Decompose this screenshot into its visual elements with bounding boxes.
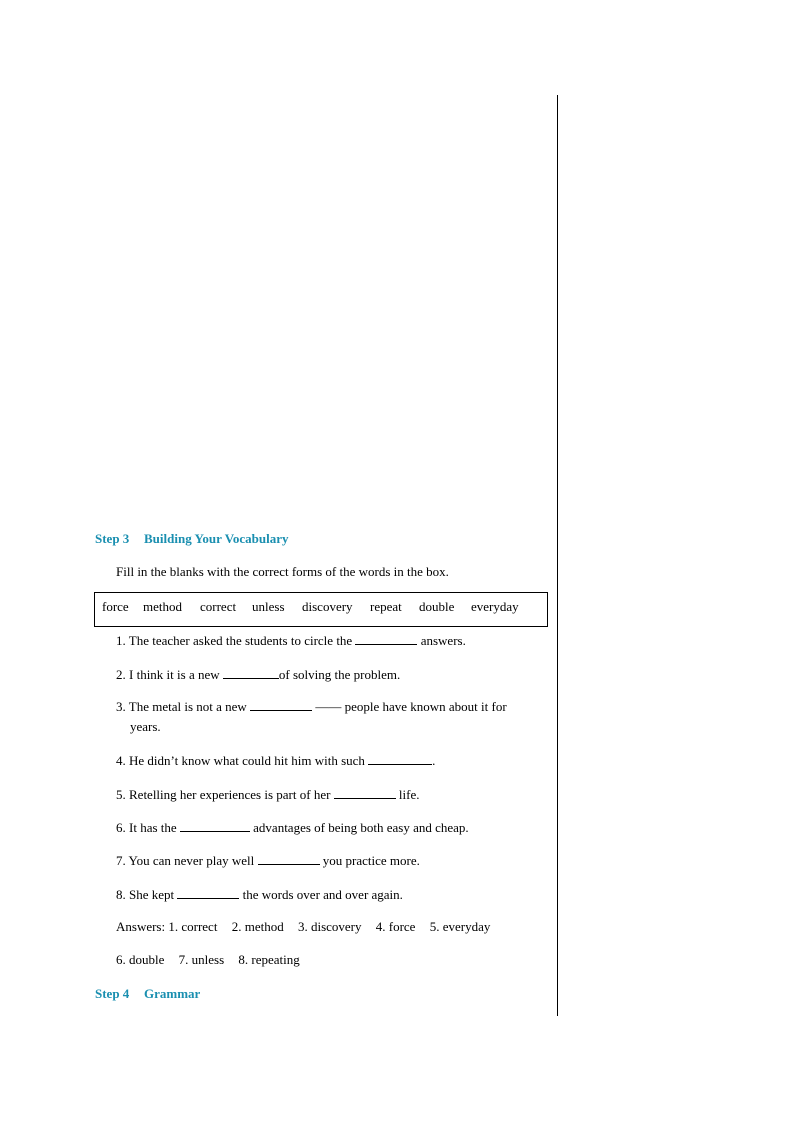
answer-blank (368, 752, 432, 765)
column-divider (557, 95, 558, 1016)
question-3: 3. The metal is not a new —— people have known about it for years. (116, 699, 507, 734)
answers-line-2 (116, 952, 300, 968)
word-box-item: everyday (471, 599, 519, 614)
step4-title: Grammar (144, 986, 201, 1001)
answer-item: 5. everyday (429, 919, 491, 934)
question-8: 8. She kept the words over and over again. (116, 887, 403, 902)
answer-item: 6. double (116, 952, 165, 967)
answers-label: Answers: (116, 919, 166, 934)
step3-heading (95, 531, 289, 547)
answer-blank (250, 698, 312, 711)
answer-item: 8. repeating (238, 952, 300, 967)
answer-blank (334, 786, 396, 799)
step4-number: Step 4 (95, 986, 130, 1001)
question-5: 5. Retelling her experiences is part of her life. (116, 787, 420, 802)
word-box-item: unless (252, 599, 285, 614)
instruction-text: Fill in the blanks with the correct forms of the words in the box. (116, 564, 449, 579)
step3-number: Step 3 (95, 531, 130, 546)
step3-title: Building Your Vocabulary (144, 531, 289, 546)
question-4: 4. He didn’t know what could hit him with such . (116, 753, 436, 768)
answer-blank (177, 886, 239, 899)
word-box-item: method (143, 599, 182, 614)
answer-item: 1. correct (168, 919, 218, 934)
answer-blank (180, 819, 250, 832)
answer-item: 2. method (231, 919, 284, 934)
word-box (94, 592, 548, 627)
answer-item: 4. force (375, 919, 416, 934)
answer-item: 7. unless (178, 952, 225, 967)
question-6: 6. It has the advantages of being both easy and cheap. (116, 820, 469, 835)
word-box-item: correct (200, 599, 237, 614)
word-box-item: repeat (370, 599, 402, 614)
answer-blank (355, 632, 417, 645)
step4-heading (95, 986, 200, 1002)
question-7: 7. You can never play well you practice more. (116, 853, 420, 868)
question-2: 2. I think it is a new of solving the problem. (116, 667, 401, 682)
word-box-item: double (419, 599, 455, 614)
word-box-item: force (102, 599, 129, 614)
answers-line-1 (116, 919, 490, 935)
question-1: 1. The teacher asked the students to circle the answers. (116, 633, 466, 648)
word-box-item: discovery (302, 599, 353, 614)
answer-item: 3. discovery (297, 919, 362, 934)
answer-blank (223, 666, 279, 679)
answer-blank (258, 852, 320, 865)
